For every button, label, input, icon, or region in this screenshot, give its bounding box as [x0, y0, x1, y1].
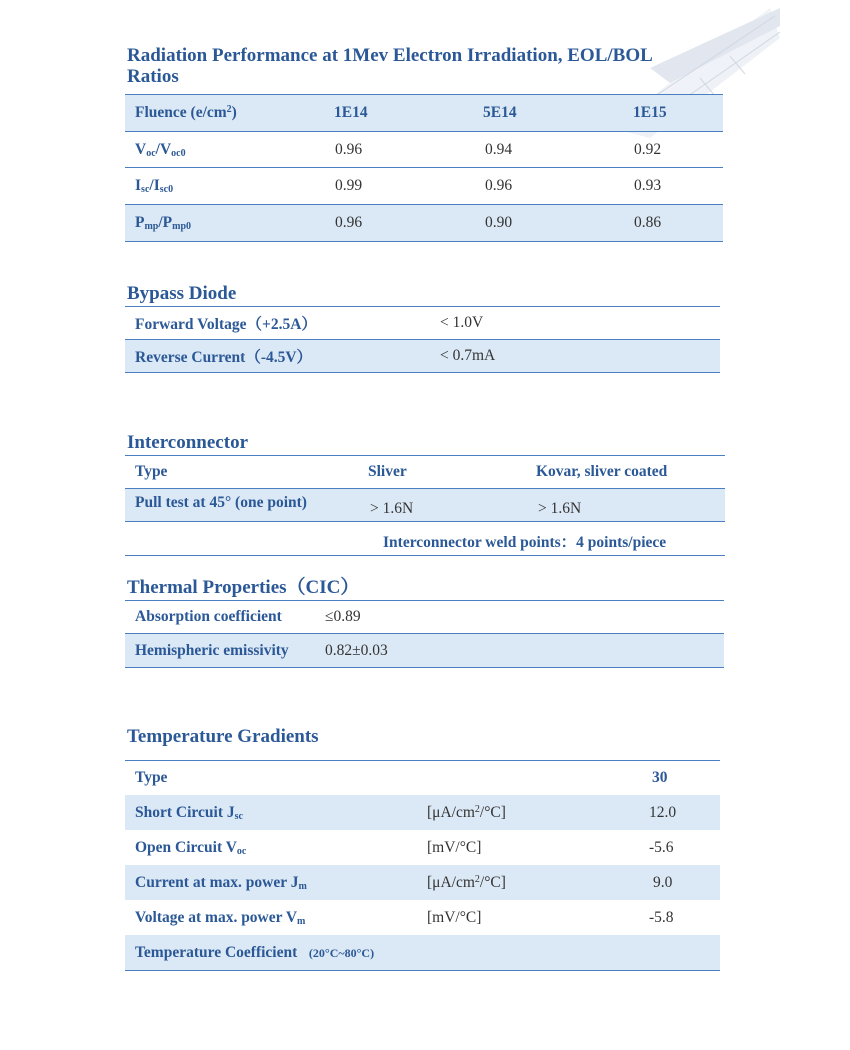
cell-value: 0.90 [485, 214, 513, 231]
emissivity-label: Hemispheric emissivity [135, 641, 289, 659]
isc-ratio-label: $I_{sc}/I_{sc0}$ [135, 177, 174, 195]
radiation-title-line1: Radiation Performance at 1Mev Electron Irradiation, EOL/BOL [127, 45, 653, 66]
reverse-current-label: Reverse Current（-4.5V） [135, 349, 313, 366]
cell-value: 0.99 [335, 177, 363, 194]
table-row [125, 865, 720, 900]
interconnector-header-row [125, 456, 725, 489]
voltage-max-power-value: -5.8 [649, 908, 674, 926]
table-row [125, 132, 723, 168]
short-circuit-unit: $[\mu A/cm^2/^\circ C]$ [427, 803, 506, 821]
gradients-header-row [125, 761, 720, 795]
table-row [125, 935, 720, 971]
col-header-1e15: 1E15 [633, 104, 667, 121]
voltage-max-power-label: Voltage at max. power $V_m$ [135, 908, 306, 927]
radiation-table [125, 94, 723, 242]
open-circuit-value: -5.6 [649, 838, 674, 856]
reverse-current-value: < 0.7mA [440, 347, 496, 364]
table-row [125, 522, 725, 556]
cell-value: 0.92 [634, 140, 662, 158]
open-circuit-label: Open Circuit $V_{oc}$ [135, 838, 247, 857]
col-header-1e14: 1E14 [334, 104, 368, 121]
gradient-col-header: 30 [652, 769, 668, 786]
bypass-section-title: Bypass Diode [127, 283, 237, 304]
current-max-power-unit: $[\mu A/cm^2/^\circ C]$ [427, 873, 506, 891]
gradients-section-title: Temperature Gradients [127, 726, 319, 747]
cell-value: 0.86 [634, 214, 662, 231]
table-row [125, 601, 724, 634]
gradients-table [125, 760, 720, 971]
temperature-range: (20°C~80°C) [308, 945, 375, 960]
pmp-ratio-label: $P_{mp}/P_{mp0}$ [135, 214, 192, 232]
voc-ratio-label: $V_{oc}/V_{oc0}$ [135, 140, 186, 159]
interconnector-section-title: Interconnector [127, 432, 249, 453]
table-row [125, 489, 725, 522]
type-header: Type [135, 463, 168, 480]
forward-voltage-label: Forward Voltage（+2.5A） [135, 316, 317, 333]
cell-value: 0.96 [335, 140, 363, 158]
cell-value: 0.93 [634, 177, 662, 194]
cell-value: 0.96 [335, 214, 363, 231]
voltage-max-power-unit: [mV/°C] [427, 908, 482, 926]
current-max-power-value: 9.0 [653, 873, 673, 891]
type-header: Type [135, 769, 168, 786]
col-header-5e14: 5E14 [483, 104, 517, 121]
table-row [125, 168, 723, 205]
table-row [125, 340, 720, 373]
table-row [125, 795, 720, 830]
pull-test-sliver-value: > 1.6N [370, 499, 414, 517]
absorption-label: Absorption coefficient [135, 608, 282, 625]
cell-value: 0.94 [485, 140, 513, 158]
current-max-power-label: Current at max. power $J_m$ [135, 873, 307, 892]
table-row [125, 307, 720, 340]
interconnector-table [125, 455, 725, 556]
table-row [125, 900, 720, 935]
radiation-section-title [127, 45, 653, 87]
radiation-header-row [125, 95, 723, 132]
cell-value: 0.96 [485, 177, 513, 194]
absorption-value: ≤0.89 [325, 608, 361, 625]
sliver-header: Sliver [368, 463, 407, 480]
emissivity-value: 0.82±0.03 [325, 641, 388, 659]
fluence-header: Fluence $(e/cm^2)$ [135, 104, 237, 121]
pull-test-label: Pull test at 45° (one point) [135, 494, 307, 512]
weld-points-note: Interconnector weld points：4 points/piece [383, 534, 667, 552]
kovar-header: Kovar, sliver coated [536, 463, 668, 480]
short-circuit-label: Short Circuit $J_{sc}$ [135, 803, 243, 822]
table-row [125, 830, 720, 865]
table-row [125, 634, 724, 668]
bypass-table [125, 306, 720, 373]
pull-test-kovar-value: > 1.6N [538, 499, 582, 517]
open-circuit-unit: [mV/°C] [427, 838, 482, 856]
thermal-section-title: Thermal Properties（CIC） [127, 577, 360, 598]
radiation-title-line2: Ratios [127, 66, 179, 87]
temperature-coefficient-label: Temperature Coefficient (20°C~80°C) [135, 943, 375, 961]
thermal-table [125, 600, 724, 668]
forward-voltage-value: < 1.0V [440, 314, 484, 331]
table-row [125, 205, 723, 242]
short-circuit-value: 12.0 [649, 803, 677, 821]
